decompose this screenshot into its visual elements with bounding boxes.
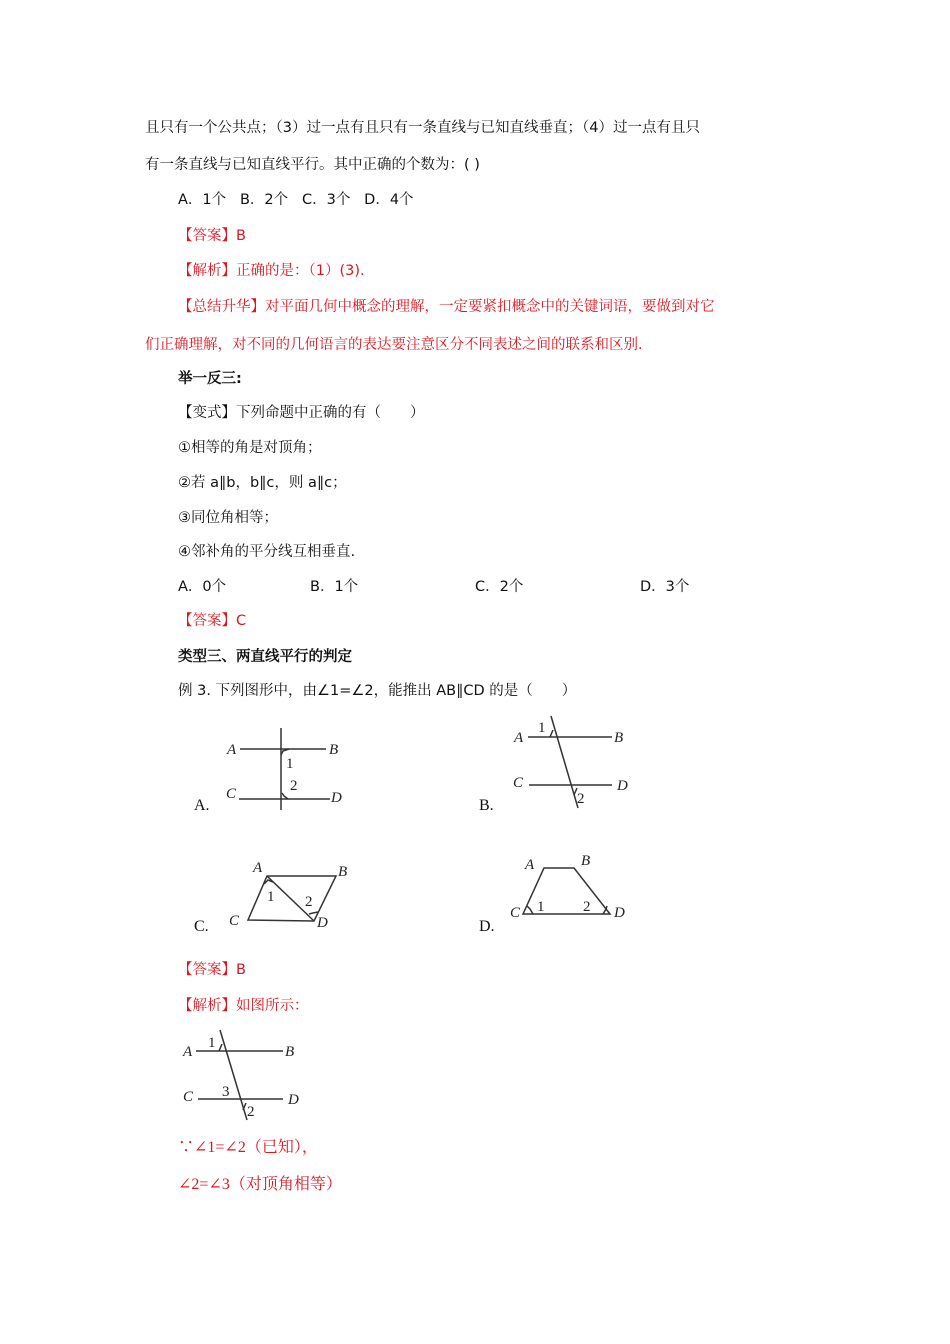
option-label: A. (194, 797, 210, 814)
point-label: A (227, 742, 237, 758)
proof-line: ∵∠1=∠2（已知）， (178, 1139, 318, 1156)
angle-label: 2 (247, 1104, 255, 1120)
figure-d (510, 853, 625, 921)
variant-item: ③同位角相等； (178, 510, 278, 526)
analysis-figure (182, 1030, 299, 1120)
option-label: C. (194, 918, 209, 935)
answer-label: 【答案】 (178, 962, 236, 978)
figure-c (229, 860, 347, 931)
variant-item: ①相等的角是对顶角； (178, 440, 322, 456)
point-label: A (183, 1044, 193, 1060)
answer-value: C (236, 613, 247, 629)
variant-question-text: 下列命题中正确的有（ ） (236, 405, 425, 421)
angle-label: 1 (537, 899, 545, 915)
answer-label: 【答案】 (178, 228, 236, 244)
variant-option: D．3个 (640, 579, 690, 595)
question-options: A．1个 B．2个 C．3个 D．4个 (178, 192, 414, 208)
angle-label: 1 (267, 889, 275, 905)
point-label: C (226, 786, 237, 802)
point-label: D (288, 1092, 299, 1108)
summary-line: 们正确理解，对不同的几何语言的表达要注意区分不同表述之间的联系和区别. (145, 337, 643, 353)
point-label: D (331, 790, 342, 806)
point-label: D (317, 915, 328, 931)
answer-value: B (236, 962, 246, 978)
summary-label: 【总结升华】 (178, 299, 265, 315)
variant-label: 【变式】 (178, 405, 236, 421)
point-label: C (510, 905, 521, 921)
angle-label: 2 (305, 894, 313, 910)
variant-option: A．0个 (178, 579, 227, 595)
point-label: D (617, 778, 628, 794)
answer-label: 【答案】 (178, 613, 236, 629)
analysis-label: 【解析】 (178, 998, 236, 1014)
point-label: B (329, 742, 339, 758)
angle-label: 1 (538, 720, 546, 736)
point-label: B (581, 853, 591, 869)
example-question: 例 3. 下列图形中，由∠1=∠2，能推出 AB∥CD 的是（ ） (178, 683, 577, 699)
option-label: B. (479, 797, 494, 814)
figure-b (513, 716, 628, 808)
point-label: C (229, 913, 240, 929)
angle-label: 1 (286, 756, 294, 772)
angle-label: 2 (290, 778, 298, 794)
point-label: A (253, 860, 263, 876)
angle-label: 2 (577, 791, 585, 807)
angle-label: 1 (208, 1035, 216, 1051)
angle-label: 2 (583, 899, 591, 915)
answer-value: B (236, 228, 246, 244)
variant-heading: 举一反三: (178, 371, 242, 387)
variant-item: ②若 a∥b，b∥c，则 a∥c； (178, 475, 347, 491)
point-label: D (614, 905, 625, 921)
point-label: A (525, 857, 535, 873)
proof-line: ∠2=∠3（对顶角相等） (178, 1176, 342, 1193)
variant-option: B．1个 (310, 579, 359, 595)
section-heading: 类型三、两直线平行的判定 (178, 649, 352, 665)
question-text-line: 且只有一个公共点；（3）过一点有且只有一条直线与已知直线垂直；（4）过一点有且只 (145, 120, 700, 136)
point-label: B (338, 864, 348, 880)
analysis-text: 正确的是：（1）(3). (236, 263, 365, 279)
option-label: D. (479, 918, 495, 935)
point-label: C (513, 775, 524, 791)
figure-a (226, 728, 342, 810)
analysis-text: 如图所示： (236, 998, 309, 1014)
angle-label: 3 (222, 1084, 230, 1100)
summary-text: 对平面几何中概念的理解，一定要紧扣概念中的关键词语，要做到对它 (265, 299, 715, 315)
point-label: B (614, 730, 624, 746)
question-text-line: 有一条直线与已知直线平行。其中正确的个数为：( ) (145, 157, 480, 173)
variant-option: C．2个 (475, 579, 524, 595)
point-label: B (285, 1044, 295, 1060)
analysis-label: 【解析】 (178, 263, 236, 279)
point-label: C (183, 1089, 194, 1105)
variant-item: ④邻补角的平分线互相垂直. (178, 544, 356, 560)
point-label: A (514, 730, 524, 746)
